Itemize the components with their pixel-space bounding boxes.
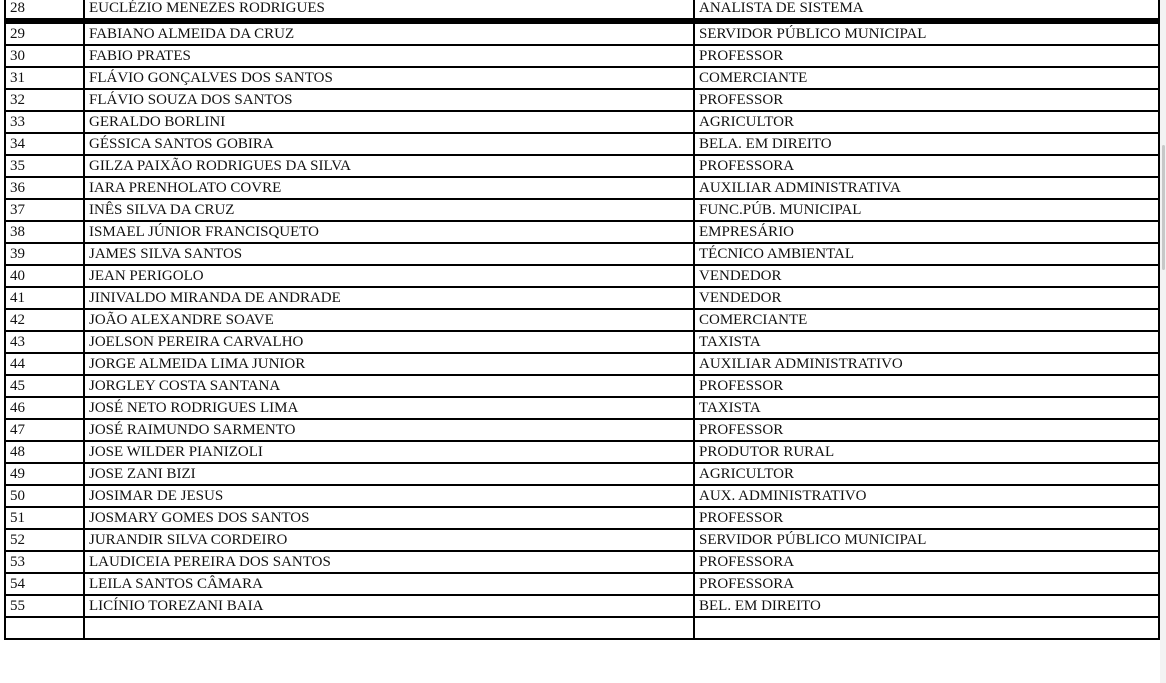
- member-name-cell: [84, 617, 694, 639]
- vertical-scrollbar[interactable]: [1160, 0, 1166, 683]
- member-name-cell: JOELSON PEREIRA CARVALHO: [84, 331, 694, 353]
- member-name-cell: LICÍNIO TOREZANI BAIA: [84, 595, 694, 617]
- occupation-cell: PROFESSOR: [694, 89, 1159, 111]
- occupation-cell: PRODUTOR RURAL: [694, 441, 1159, 463]
- row-number-cell: 47: [5, 419, 84, 441]
- table-row: [5, 617, 1159, 639]
- table-row: [5, 375, 1159, 397]
- row-number-cell: 40: [5, 265, 84, 287]
- table-row: [5, 595, 1159, 617]
- occupation-cell: TAXISTA: [694, 331, 1159, 353]
- table-row: [5, 155, 1159, 177]
- row-number-cell: 31: [5, 67, 84, 89]
- row-number-cell: 41: [5, 287, 84, 309]
- member-name-cell: GERALDO BORLINI: [84, 111, 694, 133]
- table-row: [5, 21, 1159, 45]
- table-row: [5, 573, 1159, 595]
- table-row: [5, 353, 1159, 375]
- table-row: [5, 133, 1159, 155]
- occupation-cell: FUNC.PÚB. MUNICIPAL: [694, 199, 1159, 221]
- row-number-cell: 54: [5, 573, 84, 595]
- occupation-cell: BELA. EM DIREITO: [694, 133, 1159, 155]
- row-number-cell: 37: [5, 199, 84, 221]
- table-row: [5, 89, 1159, 111]
- row-number-cell: 28: [5, 0, 84, 21]
- member-name-cell: GÉSSICA SANTOS GOBIRA: [84, 133, 694, 155]
- member-name-cell: JORGE ALMEIDA LIMA JUNIOR: [84, 353, 694, 375]
- table-row: [5, 309, 1159, 331]
- occupation-cell: PROFESSOR: [694, 375, 1159, 397]
- roster-table: [4, 0, 1160, 640]
- row-number-cell: 46: [5, 397, 84, 419]
- table-row: [5, 0, 1159, 21]
- table-row: [5, 485, 1159, 507]
- table-row: [5, 507, 1159, 529]
- table-row: [5, 199, 1159, 221]
- member-name-cell: ISMAEL JÚNIOR FRANCISQUETO: [84, 221, 694, 243]
- row-number-cell: 38: [5, 221, 84, 243]
- row-number-cell: 32: [5, 89, 84, 111]
- row-number-cell: 51: [5, 507, 84, 529]
- member-name-cell: GILZA PAIXÃO RODRIGUES DA SILVA: [84, 155, 694, 177]
- member-name-cell: JORGLEY COSTA SANTANA: [84, 375, 694, 397]
- member-name-cell: FABIO PRATES: [84, 45, 694, 67]
- member-name-cell: JOÃO ALEXANDRE SOAVE: [84, 309, 694, 331]
- row-number-cell: [5, 617, 84, 639]
- table-row: [5, 463, 1159, 485]
- member-name-cell: JOSÉ RAIMUNDO SARMENTO: [84, 419, 694, 441]
- occupation-cell: SERVIDOR PÚBLICO MUNICIPAL: [694, 529, 1159, 551]
- row-number-cell: 36: [5, 177, 84, 199]
- member-name-cell: JAMES SILVA SANTOS: [84, 243, 694, 265]
- table-row: [5, 287, 1159, 309]
- occupation-cell: TÉCNICO AMBIENTAL: [694, 243, 1159, 265]
- occupation-cell: AUXILIAR ADMINISTRATIVA: [694, 177, 1159, 199]
- row-number-cell: 34: [5, 133, 84, 155]
- row-number-cell: 44: [5, 353, 84, 375]
- row-number-cell: 43: [5, 331, 84, 353]
- row-number-cell: 35: [5, 155, 84, 177]
- member-name-cell: FLÁVIO GONÇALVES DOS SANTOS: [84, 67, 694, 89]
- row-number-cell: 45: [5, 375, 84, 397]
- table-row: [5, 177, 1159, 199]
- roster-table-body: [5, 0, 1159, 639]
- occupation-cell: VENDEDOR: [694, 287, 1159, 309]
- member-name-cell: JOSE ZANI BIZI: [84, 463, 694, 485]
- occupation-cell: EMPRESÁRIO: [694, 221, 1159, 243]
- member-name-cell: JURANDIR SILVA CORDEIRO: [84, 529, 694, 551]
- occupation-cell: AUXILIAR ADMINISTRATIVO: [694, 353, 1159, 375]
- row-number-cell: 49: [5, 463, 84, 485]
- table-row: [5, 221, 1159, 243]
- member-name-cell: JOSE WILDER PIANIZOLI: [84, 441, 694, 463]
- row-number-cell: 33: [5, 111, 84, 133]
- occupation-cell: ANALISTA DE SISTEMA: [694, 0, 1159, 21]
- table-row: [5, 265, 1159, 287]
- occupation-cell: PROFESSORA: [694, 573, 1159, 595]
- row-number-cell: 53: [5, 551, 84, 573]
- occupation-cell: PROFESSOR: [694, 507, 1159, 529]
- occupation-cell: PROFESSOR: [694, 45, 1159, 67]
- occupation-cell: COMERCIANTE: [694, 67, 1159, 89]
- table-row: [5, 419, 1159, 441]
- member-name-cell: INÊS SILVA DA CRUZ: [84, 199, 694, 221]
- occupation-cell: COMERCIANTE: [694, 309, 1159, 331]
- member-name-cell: LAUDICEIA PEREIRA DOS SANTOS: [84, 551, 694, 573]
- table-row: [5, 441, 1159, 463]
- occupation-cell: SERVIDOR PÚBLICO MUNICIPAL: [694, 21, 1159, 45]
- scrollbar-thumb[interactable]: [1162, 145, 1165, 270]
- table-row: [5, 551, 1159, 573]
- row-number-cell: 48: [5, 441, 84, 463]
- row-number-cell: 30: [5, 45, 84, 67]
- member-name-cell: FLÁVIO SOUZA DOS SANTOS: [84, 89, 694, 111]
- table-row: [5, 331, 1159, 353]
- table-row: [5, 529, 1159, 551]
- occupation-cell: VENDEDOR: [694, 265, 1159, 287]
- member-name-cell: IARA PRENHOLATO COVRE: [84, 177, 694, 199]
- member-name-cell: JINIVALDO MIRANDA DE ANDRADE: [84, 287, 694, 309]
- table-row: [5, 45, 1159, 67]
- table-row: [5, 243, 1159, 265]
- occupation-cell: AGRICULTOR: [694, 463, 1159, 485]
- occupation-cell: AGRICULTOR: [694, 111, 1159, 133]
- occupation-cell: [694, 617, 1159, 639]
- occupation-cell: PROFESSOR: [694, 419, 1159, 441]
- member-name-cell: EUCLÉZIO MENEZES RODRIGUES: [84, 0, 694, 21]
- table-row: [5, 67, 1159, 89]
- row-number-cell: 52: [5, 529, 84, 551]
- member-name-cell: FABIANO ALMEIDA DA CRUZ: [84, 21, 694, 45]
- row-number-cell: 29: [5, 21, 84, 45]
- row-number-cell: 55: [5, 595, 84, 617]
- occupation-cell: BEL. EM DIREITO: [694, 595, 1159, 617]
- row-number-cell: 42: [5, 309, 84, 331]
- member-name-cell: JEAN PERIGOLO: [84, 265, 694, 287]
- member-name-cell: JOSMARY GOMES DOS SANTOS: [84, 507, 694, 529]
- row-number-cell: 39: [5, 243, 84, 265]
- member-name-cell: JOSIMAR DE JESUS: [84, 485, 694, 507]
- occupation-cell: TAXISTA: [694, 397, 1159, 419]
- table-row: [5, 111, 1159, 133]
- occupation-cell: AUX. ADMINISTRATIVO: [694, 485, 1159, 507]
- table-row: [5, 397, 1159, 419]
- member-name-cell: LEILA SANTOS CÂMARA: [84, 573, 694, 595]
- occupation-cell: PROFESSORA: [694, 155, 1159, 177]
- member-name-cell: JOSÉ NETO RODRIGUES LIMA: [84, 397, 694, 419]
- row-number-cell: 50: [5, 485, 84, 507]
- occupation-cell: PROFESSORA: [694, 551, 1159, 573]
